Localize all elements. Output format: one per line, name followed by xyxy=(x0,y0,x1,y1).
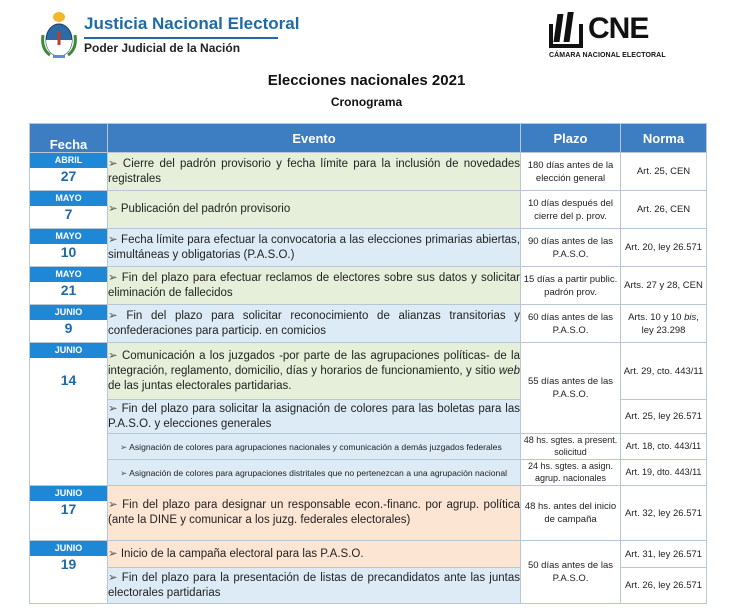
event-cell xyxy=(108,343,521,400)
norma-text: , ley 23.298 xyxy=(641,311,699,336)
date-month: MAYO xyxy=(30,191,107,206)
table-row xyxy=(30,486,707,541)
table-row xyxy=(30,305,707,343)
table-row xyxy=(30,191,707,229)
cne-logo-text: CNE xyxy=(588,12,649,45)
table-row xyxy=(30,343,707,400)
date-day: 10 xyxy=(60,244,77,260)
date-month: JUNIO xyxy=(30,305,107,320)
event-text: Comunicación a los juzgados -por parte de las agrupaciones políticas- de la integración, reglamento, domicilio, días y horarios de funcionamiento, y sitio xyxy=(108,349,521,377)
date-month: ABRIL xyxy=(30,153,107,168)
date-cell xyxy=(30,541,108,604)
norma-cell: Art. 19, dto. 443/11 xyxy=(621,460,707,486)
event-cell xyxy=(108,486,521,541)
bullet-arrow-icon: ➢ xyxy=(108,402,118,415)
event-cell xyxy=(108,568,521,604)
date-day: 27 xyxy=(60,168,77,184)
date-month: JUNIO xyxy=(30,541,107,556)
national-seal-icon xyxy=(41,11,77,59)
event-cell xyxy=(108,400,521,434)
event-text: Asignación de colores para agrupaciones distritales que no pertenezcan a una agrupación nacional xyxy=(129,467,508,478)
bullet-arrow-icon: ➢ xyxy=(108,233,118,246)
date-day: 17 xyxy=(60,501,77,517)
norma-cell: Art. 20, ley 26.571 xyxy=(621,229,707,267)
plazo-cell: 90 días antes de las P.A.S.O. xyxy=(521,229,621,267)
norma-cell: Art. 29, cto. 443/11 xyxy=(621,343,707,400)
plazo-cell: 48 hs. sgtes. a present. solicitud xyxy=(521,434,621,460)
date-month: JUNIO xyxy=(30,486,107,501)
header-fecha: Fecha xyxy=(30,124,108,153)
norma-cell: Art. 25, CEN xyxy=(621,153,707,191)
event-text: Publicación del padrón provisorio xyxy=(120,203,291,215)
bullet-arrow-icon: ➢ xyxy=(108,271,118,284)
event-text: Fin del plazo para designar un responsable econ.-financ. por agrup. política (ante la DINE y comunicar a los juzg. federales electorales) xyxy=(108,499,520,526)
plazo-cell: 55 días antes de las P.A.S.O. xyxy=(521,343,621,434)
norma-cell: Art. 31, ley 26.571 xyxy=(621,541,707,568)
event-text: Fin del plazo para solicitar reconocimiento de alianzas transitorias y confederaciones para particip. en comicios xyxy=(108,309,521,337)
bullet-arrow-icon: ➢ xyxy=(108,499,118,511)
bullet-arrow-icon: ➢ xyxy=(120,441,128,452)
norma-cell: Art. 26, CEN xyxy=(621,191,707,229)
header-evento: Evento xyxy=(108,124,521,153)
event-cell xyxy=(108,229,521,267)
table-row xyxy=(30,541,707,568)
plazo-cell: 50 días antes de las P.A.S.O. xyxy=(521,541,621,604)
date-day: 14 xyxy=(60,372,77,388)
plazo-cell: 10 días después del cierre del p. prov. xyxy=(521,191,621,229)
norma-cell: Art. 32, ley 26.571 xyxy=(621,486,707,541)
event-text: Fecha límite para efectuar la convocatoria a las elecciones primarias abiertas, simultáneas y obligatorias (P.A.S.O.) xyxy=(108,233,520,261)
table-row xyxy=(30,434,707,460)
table-row xyxy=(30,460,707,486)
event-text: Fin del plazo para solicitar la asignación de colores para las boletas para las P.A.S.O. y elecciones generales xyxy=(108,402,520,430)
date-day: 19 xyxy=(60,556,77,572)
table-row xyxy=(30,229,707,267)
bullet-arrow-icon: ➢ xyxy=(108,571,118,584)
date-month: MAYO xyxy=(30,267,107,282)
org-subtitle: Poder Judicial de la Nación xyxy=(84,41,241,55)
date-cell xyxy=(30,153,108,191)
date-month: MAYO xyxy=(30,229,107,244)
header-norma: Norma xyxy=(621,124,707,153)
event-cell xyxy=(108,460,521,486)
plazo-cell: 24 hs. sgtes. a asign. agrup. nacionales xyxy=(521,460,621,486)
plazo-cell: 60 días antes de las P.A.S.O. xyxy=(521,305,621,343)
org-title-rule xyxy=(84,37,278,39)
org-title: Justicia Nacional Electoral xyxy=(84,14,300,33)
event-cell xyxy=(108,191,521,229)
table-row xyxy=(30,153,707,191)
event-text: Cierre del padrón provisorio y fecha límite para la inclusión de novedades registrales xyxy=(108,157,520,185)
table-row xyxy=(30,267,707,305)
norma-cell: Art. 26, ley 26.571 xyxy=(621,568,707,604)
plazo-cell: 48 hs. antes del inicio de campaña xyxy=(521,486,621,541)
bullet-arrow-icon: ➢ xyxy=(108,203,118,215)
plazo-cell: 180 días antes de la elección general xyxy=(521,153,621,191)
event-cell xyxy=(108,541,521,568)
event-text: Asignación de colores para agrupaciones nacionales y comunicación a demás juzgados federales xyxy=(129,441,502,452)
date-day: 21 xyxy=(60,282,77,298)
norma-emphasis: bis xyxy=(684,311,697,323)
bullet-arrow-icon: ➢ xyxy=(108,309,118,322)
bullet-arrow-icon: ➢ xyxy=(108,157,118,170)
document-title: Elecciones nacionales 2021 xyxy=(267,72,466,89)
event-emphasis: web xyxy=(498,364,520,377)
schedule-table xyxy=(29,123,707,604)
cne-logo-subtitle: CÁMARA NACIONAL ELECTORAL xyxy=(549,52,666,59)
plazo-cell: 15 días a partir public. padrón prov. xyxy=(521,267,621,305)
event-text: Fin del plazo para la presentación de listas de precandidatos ante las juntas electorales partidarias xyxy=(108,571,520,599)
bullet-arrow-icon: ➢ xyxy=(120,467,128,478)
event-text: de las juntas electorales partidarias. xyxy=(108,379,292,392)
norma-cell xyxy=(621,305,707,343)
date-cell xyxy=(30,191,108,229)
page-header xyxy=(0,0,733,70)
norma-cell: Arts. 27 y 28, CEN xyxy=(621,267,707,305)
document-subtitle: Cronograma xyxy=(330,95,403,109)
bullet-arrow-icon: ➢ xyxy=(108,547,118,560)
event-cell xyxy=(108,153,521,191)
event-cell xyxy=(108,267,521,305)
event-text: Inicio de la campaña electoral para las P.A.S.O. xyxy=(120,547,364,560)
norma-cell: Art. 18, cto. 443/11 xyxy=(621,434,707,460)
date-month: JUNIO xyxy=(30,343,107,358)
event-cell xyxy=(108,305,521,343)
date-day: 7 xyxy=(64,206,73,222)
table-header-row xyxy=(30,124,707,153)
norma-cell: Art. 25, ley 26.571 xyxy=(621,400,707,434)
event-text: Fin del plazo para efectuar reclamos de electores sobre sus datos y solicitar eliminación de fallecidos xyxy=(108,271,520,299)
date-cell xyxy=(30,305,108,343)
date-cell xyxy=(30,267,108,305)
date-cell xyxy=(30,486,108,541)
bullet-arrow-icon: ➢ xyxy=(108,349,118,362)
date-cell xyxy=(30,343,108,486)
date-day: 9 xyxy=(64,320,73,336)
norma-text: Arts. 10 y 10 xyxy=(628,311,685,323)
date-cell xyxy=(30,229,108,267)
header-plazo: Plazo xyxy=(521,124,621,153)
event-cell xyxy=(108,434,521,460)
